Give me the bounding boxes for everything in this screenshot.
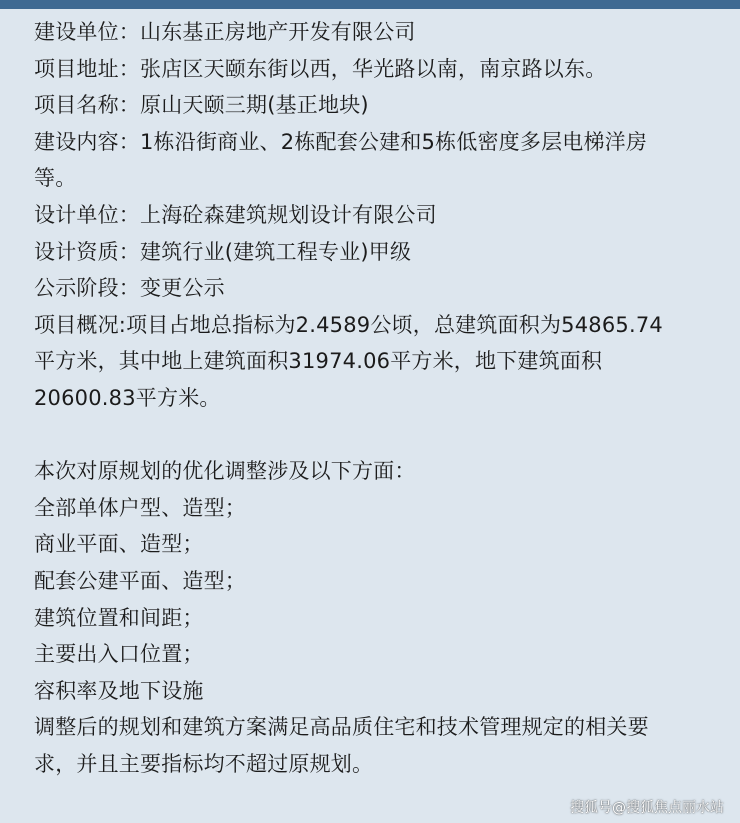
announcement-text [34,14,724,782]
text-line: 平方米，其中地上建筑面积31974.06平方米，地下建筑面积 [34,349,603,374]
text-line: 本次对原规划的优化调整涉及以下方面： [34,459,416,484]
text-line: 主要出入口位置； [34,642,204,667]
text-line: 容积率及地下设施 [34,678,204,703]
text-line: 设计资质：建筑行业(建筑工程专业)甲级 [34,239,412,264]
top-accent-bar [0,0,740,9]
text-line: 建设单位：山东基正房地产开发有限公司 [34,20,416,44]
text-line: 调整后的规划和建筑方案满足高品质住宅和技术管理规定的相关要 [34,715,649,740]
text-line: 等。 [34,166,77,191]
text-line: 项目概况:项目占地总指标为2.4589公顷，总建筑面积为54865.74 [34,312,663,337]
text-line: 建设内容：1栋沿街商业、2栋配套公建和5栋低密度多层电梯洋房 [34,129,648,154]
text-line: 求，并且主要指标均不超过原规划。 [34,751,374,776]
watermark: 搜狐号@搜狐焦点丽水站 [570,800,724,816]
text-line: 配套公建平面、造型； [34,568,246,593]
text-line: 建筑位置和间距； [34,605,204,630]
text-line: 项目名称：原山天颐三期(基正地块) [34,93,369,118]
blank-line [34,417,724,454]
text-line: 设计单位：上海砼森建筑规划设计有限公司 [34,202,437,227]
text-line: 商业平面、造型； [34,532,204,557]
text-line: 20600.83平方米。 [34,385,221,410]
text-line: 项目地址：张店区天颐东街以西，华光路以南，南京路以东。 [34,56,607,81]
text-line: 公示阶段：变更公示 [34,276,225,301]
text-line: 全部单体户型、造型； [34,495,246,520]
